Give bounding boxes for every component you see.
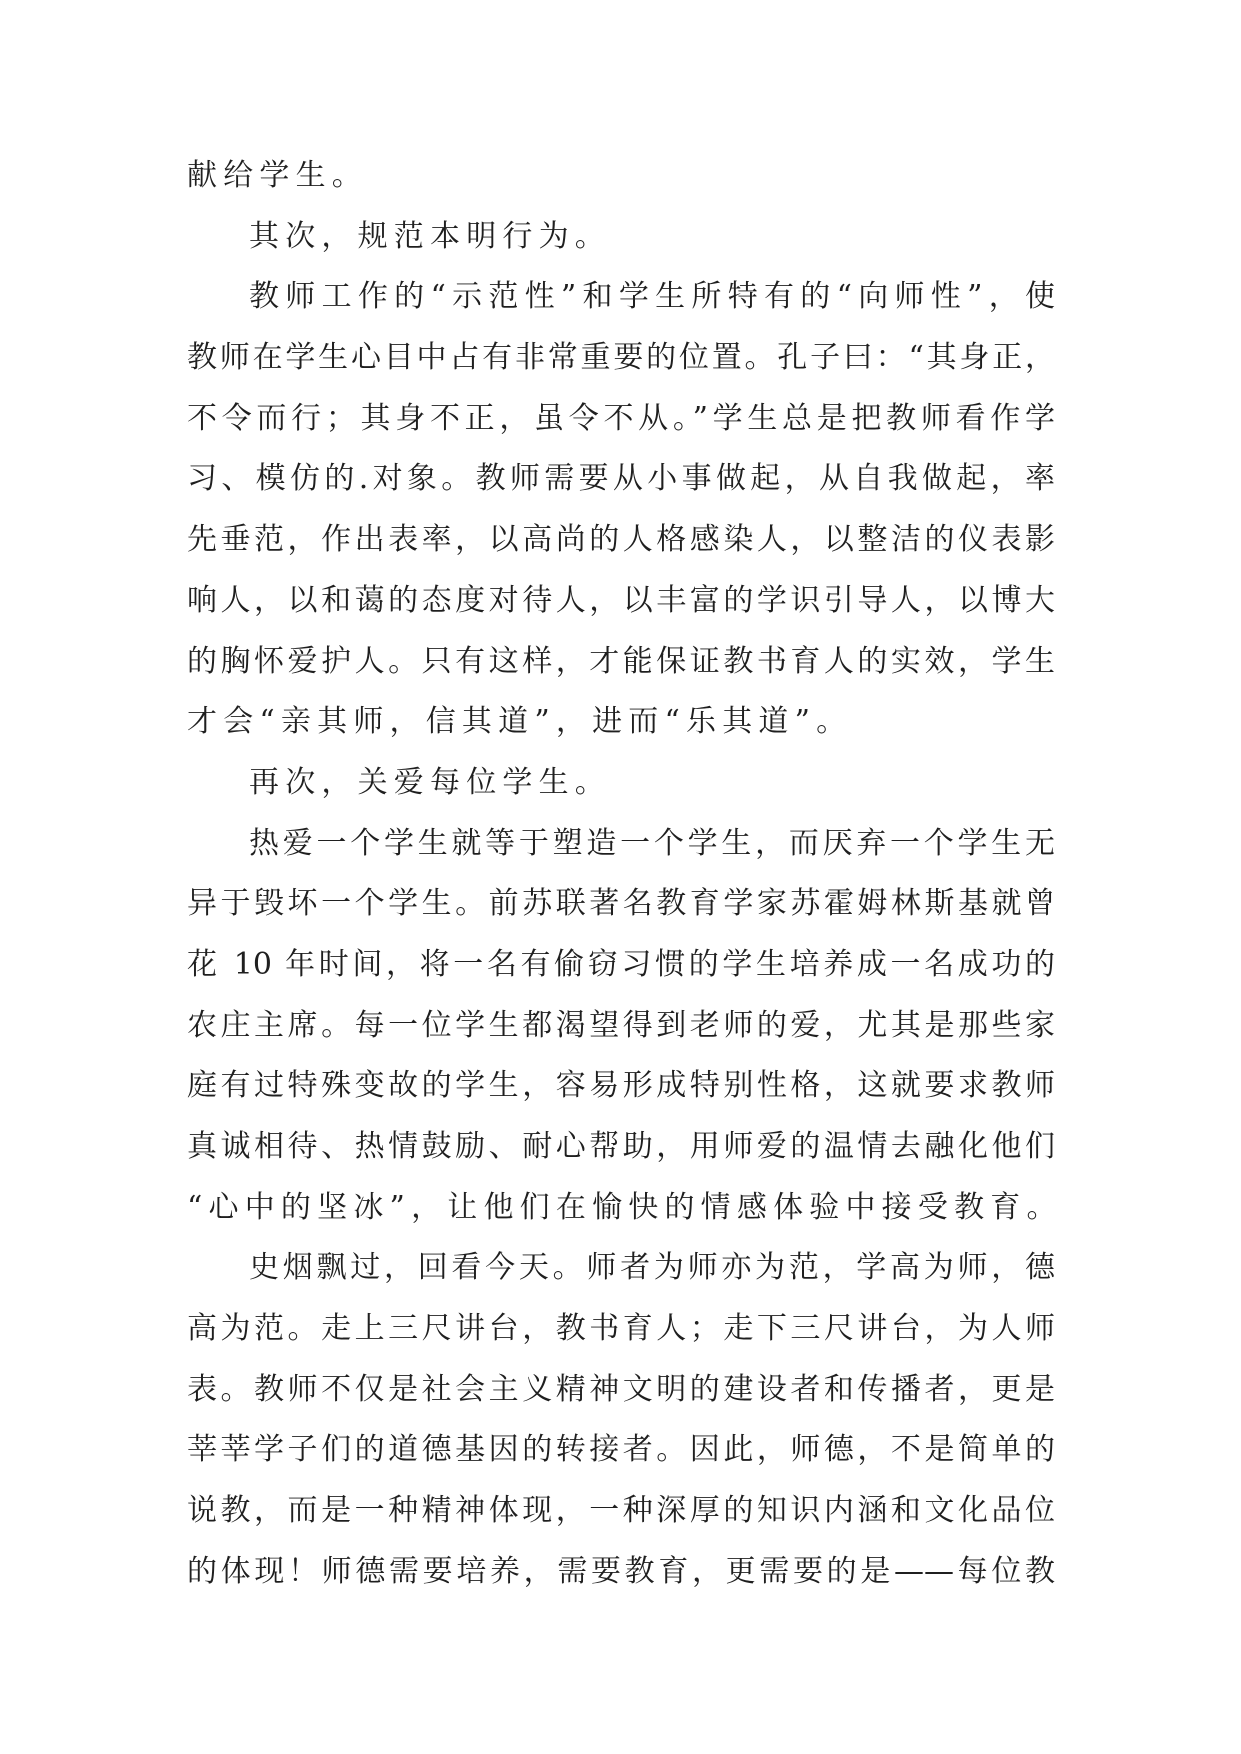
text-line: 高为范。走上三尺讲台，教书育人；走下三尺讲台，为人师: [187, 1311, 1055, 1347]
text-line: 表。教师不仅是社会主义精神文明的建设者和传播者，更是: [187, 1371, 1055, 1407]
text-line: 异于毁坏一个学生。前苏联著名教育学家苏霍姆林斯基就曾: [187, 886, 1055, 922]
text-line: 农庄主席。每一位学生都渴望得到老师的爱，尤其是那些家: [187, 1007, 1055, 1043]
text-line: “心中的坚冰”，让他们在愉快的情感体验中接受教育。: [187, 1189, 1063, 1225]
text-line: 热爱一个学生就等于塑造一个学生，而厌弃一个学生无: [249, 825, 1055, 861]
text-line: 响人，以和蔼的态度对待人，以丰富的学识引导人，以博大: [187, 582, 1055, 618]
text-line: 史烟飘过，回看今天。师者为师亦为范，学高为师，德: [249, 1250, 1055, 1286]
text-line: 献给学生。: [187, 158, 368, 193]
text-line: 莘莘学子们的道德基因的转接者。因此，师德，不是简单的: [187, 1432, 1055, 1468]
text-line: 说教，而是一种精神体现，一种深厚的知识内涵和文化品位: [187, 1493, 1055, 1529]
section-heading: 再次，关爱每位学生。: [249, 764, 611, 800]
text-line: 才会“亲其师，信其道”，进而“乐其道”。: [187, 704, 853, 740]
text-line: 花 10 年时间，将一名有偷窃习惯的学生培养成一名成功的: [187, 946, 1055, 982]
text-line: 先垂范，作出表率，以高尚的人格感染人，以整洁的仪表影: [187, 522, 1055, 558]
text-line: 的胸怀爱护人。只有这样，才能保证教书育人的实效，学生: [187, 643, 1055, 679]
text-line: 庭有过特殊变故的学生，容易形成特别性格，这就要求教师: [187, 1068, 1055, 1104]
body-text: [187, 146, 1063, 1603]
text-line: 教师工作的“示范性”和学生所特有的“向师性”，使: [249, 279, 1055, 315]
text-line: 教师在学生心目中占有非常重要的位置。孔子曰：“其身正，: [187, 340, 1055, 376]
text-line: 真诚相待、热情鼓励、耐心帮助，用师爱的温情去融化他们: [187, 1129, 1055, 1164]
section-heading: 其次，规范本明行为。: [249, 218, 611, 254]
text-line: 习、模仿的.对象。教师需要从小事做起，从自我做起，率: [187, 461, 1055, 497]
text-line: 不令而行；其身不正，虽令不从。”学生总是把教师看作学: [187, 400, 1055, 436]
text-line: 的体现！师德需要培养，需要教育，更需要的是——每位教: [187, 1553, 1055, 1589]
